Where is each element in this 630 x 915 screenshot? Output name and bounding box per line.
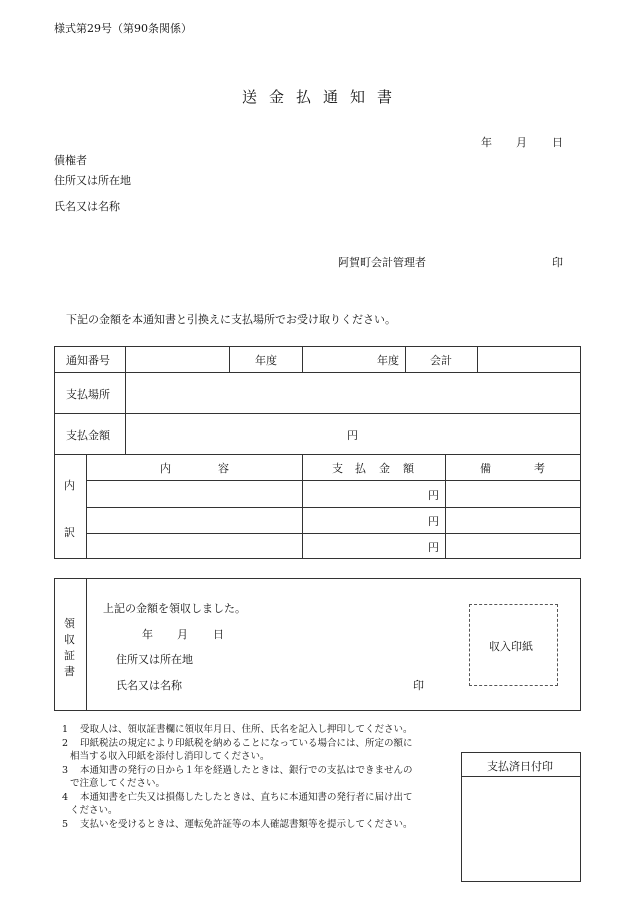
title-char: 知	[350, 88, 366, 106]
note-number: 4	[62, 792, 69, 803]
receipt-side-char: 証	[64, 649, 75, 662]
receipt-seal: 印	[413, 679, 424, 692]
col-remarks-char: 考	[534, 462, 545, 475]
col-divider	[229, 346, 230, 372]
note-text: で注意してください。	[70, 778, 166, 789]
payment-place-label: 支払場所	[66, 388, 110, 401]
receipt-date-year: 年	[142, 628, 153, 641]
form-number: 様式第29号（第90条関係）	[54, 22, 192, 35]
fiscal-year-label: 年度	[255, 354, 277, 367]
note-text: 印紙税法の規定により印紙税を納めることになっている場合には、所定の額に	[80, 738, 413, 749]
note-text: 相当する収入印紙を添付し消印してください。	[70, 751, 270, 762]
instruction-text: 下記の金額を本通知書と引換えに支払場所でお受け取りください。	[66, 313, 396, 326]
title-char: 金	[269, 88, 285, 106]
col-divider	[405, 346, 406, 372]
issuer-label: 阿賀町会計管理者	[338, 256, 426, 269]
title-char: 書	[377, 88, 393, 106]
row-divider	[86, 533, 581, 534]
receipt-side-char: 収	[64, 633, 75, 646]
receipt-date-month: 月	[177, 628, 188, 641]
row-divider	[54, 413, 581, 414]
row-yen: 円	[428, 489, 439, 502]
revenue-stamp-label: 収入印紙	[489, 640, 533, 653]
col-amount-char: 額	[403, 462, 414, 475]
receipt-name-label: 氏名又は名称	[116, 679, 182, 692]
fiscal-year-label-2: 年度	[377, 354, 399, 367]
creditor-address-label: 住所又は所在地	[54, 174, 131, 187]
paid-stamp-label: 支払済日付印	[487, 760, 553, 773]
note-number: 1	[62, 724, 69, 735]
receipt-address-label: 住所又は所在地	[116, 653, 193, 666]
title-char: 送	[242, 88, 258, 106]
row-divider	[54, 372, 581, 373]
note-text: 本通知書を亡失又は損傷したしたときは、直ちに本通知書の発行者に届け出て	[80, 792, 413, 803]
col-content-char: 内	[160, 462, 171, 475]
paid-stamp-divider	[461, 776, 581, 777]
table-border	[54, 346, 581, 559]
creditor-label: 債権者	[54, 154, 87, 167]
notice-number-label: 通知番号	[66, 354, 110, 367]
note-number: 3	[62, 765, 69, 776]
col-divider	[125, 346, 126, 454]
date-year: 年	[481, 136, 492, 149]
date-day: 日	[552, 136, 563, 149]
note-text: 受取人は、領収証書欄に領収年月日、住所、氏名を記入し押印してください。	[80, 724, 413, 735]
col-amount-char: 金	[379, 462, 390, 475]
receipt-divider	[86, 578, 87, 711]
date-month: 月	[516, 136, 527, 149]
col-remarks-char: 備	[480, 462, 491, 475]
receipt-side-char: 書	[64, 665, 75, 678]
note-text: ください。	[70, 805, 118, 816]
issuer-seal: 印	[552, 256, 563, 269]
row-divider	[86, 480, 581, 481]
row-divider	[86, 507, 581, 508]
note-text: 本通知書の発行の日から１年を経過したときは、銀行での支払はできませんの	[80, 765, 413, 776]
payment-amount-label: 支払金額	[66, 429, 110, 442]
row-divider	[54, 454, 581, 455]
col-divider	[302, 454, 303, 559]
col-amount-char: 支	[332, 462, 343, 475]
receipt-date-day: 日	[213, 628, 224, 641]
note-number: 2	[62, 738, 69, 749]
col-divider	[445, 454, 446, 559]
note-number: 5	[62, 819, 69, 830]
col-divider	[302, 346, 303, 372]
col-amount-char: 払	[355, 462, 366, 475]
col-divider	[86, 454, 87, 559]
col-divider	[477, 346, 478, 372]
note-text: 支払いを受けるときは、運転免許証等の本人確認書類等を提示してください。	[80, 819, 413, 830]
account-label: 会計	[430, 354, 452, 367]
receipt-side-char: 領	[64, 617, 75, 630]
breakdown-char: 内	[64, 479, 75, 492]
col-content-char: 容	[218, 462, 229, 475]
row-yen: 円	[428, 515, 439, 528]
title-char: 通	[323, 88, 339, 106]
row-yen: 円	[428, 541, 439, 554]
title-char: 払	[296, 88, 312, 106]
receipt-statement: 上記の金額を領収しました。	[103, 602, 246, 615]
breakdown-char: 訳	[64, 526, 75, 539]
payment-amount-yen: 円	[347, 429, 358, 442]
creditor-name-label: 氏名又は名称	[54, 200, 120, 213]
